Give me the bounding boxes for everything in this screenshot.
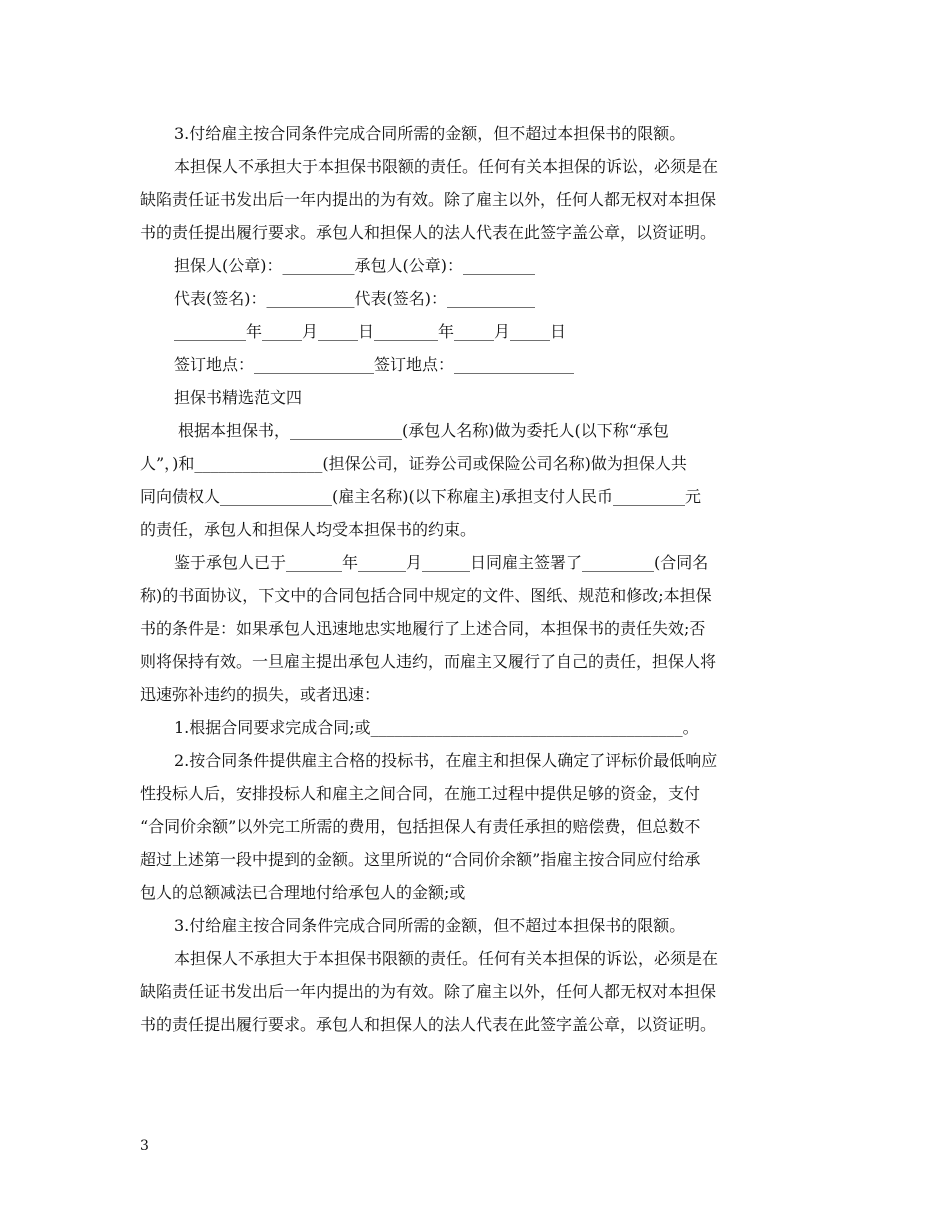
line-24: 包人的总额减法已合理地付给承包人的金额;或 bbox=[140, 883, 466, 902]
line-4: 书的责任提出履行要求。承包人和担保人的法人代表在此签字盖公章，以资证明。 bbox=[140, 223, 717, 242]
line-6: 代表(签名)：___________代表(签名)：___________ bbox=[174, 289, 535, 308]
line-19: 1.根据合同要求完成合同;或_______________________________________。 bbox=[174, 718, 699, 737]
line-18: 迅速弥补违约的损失，或者迅速： bbox=[140, 685, 381, 704]
line-15: 称)的书面协议，下文中的合同包括合同中规定的文件、图纸、规范和修改;本担保 bbox=[140, 586, 712, 605]
line-17: 则将保持有效。一旦雇主提出承包人违约，而雇主又履行了自己的责任，担保人将 bbox=[140, 652, 717, 671]
line-21: 性投标人后，安排投标人和雇主之间合同，在施工过程中提供足够的资金，支付 bbox=[140, 784, 701, 803]
line-5: 担保人(公章)：_________承包人(公章)：_________ bbox=[174, 256, 535, 275]
line-9: 担保书精选范文四 bbox=[174, 388, 303, 407]
line-22: “合同价余额”以外完工所需的费用，包括担保人有责任承担的赔偿费，但总数不 bbox=[140, 817, 701, 836]
line-28: 书的责任提出履行要求。承包人和担保人的法人代表在此签字盖公章，以资证明。 bbox=[140, 1015, 717, 1034]
line-27: 缺陷责任证书发出后一年内提出的为有效。除了雇主以外，任何人都无权对本担保 bbox=[140, 982, 717, 1001]
line-1: 3.付给雇主按合同条件完成合同所需的金额，但不超过本担保书的限额。 bbox=[174, 124, 686, 143]
line-7: _________年_____月_____日________年_____月_____日 bbox=[174, 322, 567, 341]
line-11: 人”，)和________________(担保公司，证券公司或保险公司名称)做为担保人共 bbox=[140, 454, 687, 473]
document-body bbox=[140, 117, 815, 1041]
line-3: 缺陷责任证书发出后一年内提出的为有效。除了雇主以外，任何人都无权对本担保 bbox=[140, 190, 717, 209]
line-26: 本担保人不承担大于本担保书限额的责任。任何有关本担保的诉讼，必须是在 bbox=[174, 949, 719, 968]
line-8: 签订地点：_______________签订地点：_______________ bbox=[174, 355, 575, 374]
line-14: 鉴于承包人已于_______年______月______日同雇主签署了_________(合同名 bbox=[174, 553, 709, 572]
line-2: 本担保人不承担大于本担保书限额的责任。任何有关本担保的诉讼，必须是在 bbox=[174, 157, 719, 176]
page-number: 3 bbox=[140, 1138, 149, 1154]
line-10: 根据本担保书，______________(承包人名称)做为委托人(以下称“承包 bbox=[178, 421, 669, 440]
line-12: 同向债权人______________(雇主名称)(以下称雇主)承担支付人民币_________元 bbox=[140, 487, 701, 506]
line-25: 3.付给雇主按合同条件完成合同所需的金额，但不超过本担保书的限额。 bbox=[174, 916, 686, 935]
line-16: 书的条件是：如果承包人迅速地忠实地履行了上述合同，本担保书的责任失效;否 bbox=[140, 619, 706, 638]
line-20: 2.按合同条件提供雇主合格的投标书，在雇主和担保人确定了评标价最低响应 bbox=[174, 751, 718, 770]
line-13: 的责任，承包人和担保人均受本担保书的约束。 bbox=[140, 520, 477, 539]
line-23: 超过上述第一段中提到的金额。这里所说的“合同价余额”指雇主按合同应付给承 bbox=[140, 850, 701, 869]
